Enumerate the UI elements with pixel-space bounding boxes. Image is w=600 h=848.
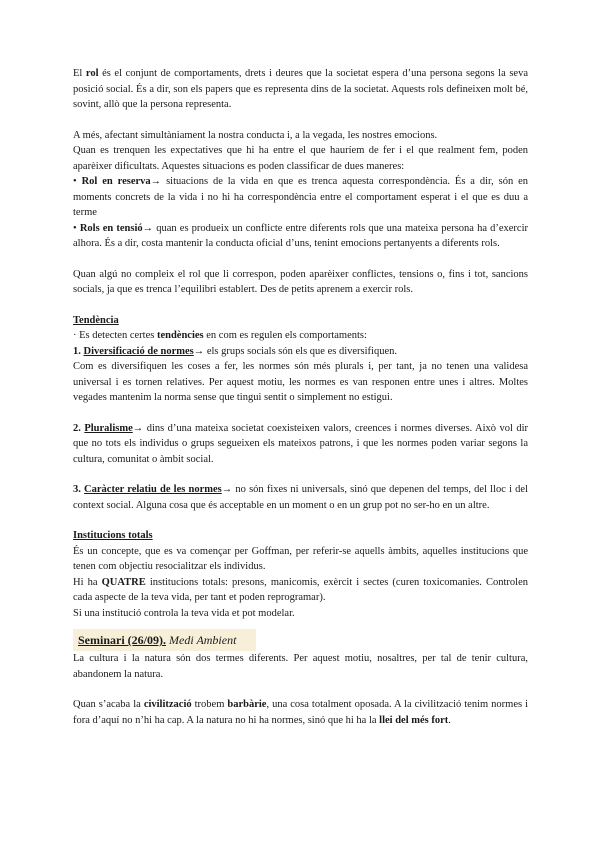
heading-tendencia: Tendència xyxy=(73,314,119,326)
heading-institucions-totals: Institucions totals xyxy=(73,530,153,541)
term-rol: rol xyxy=(85,68,99,79)
arrow-right-icon: → xyxy=(132,422,144,434)
list-item-rols-en-tensio: • Rols en tensió→ quan es produeix un conflicte entre diferents rols que una mateixa persona ha d’exercir alhora. És a dir, costa mantenir la conducta oficial d’uns, tenint emocions pertanyents a diferents rols. xyxy=(73,222,528,249)
seminar-date: Seminari (26/09). xyxy=(78,633,166,647)
tendencia-lead: · Es detecten certes tendències en com es regulen els comportaments: xyxy=(73,330,367,341)
seminar-heading xyxy=(73,629,256,651)
seminar-topic: Medi Ambient xyxy=(166,633,237,647)
institucions-definition: És un concepte, que es va començar per Goffman, per referir-se aquells àmbits, aquelles institucions que tenen com objectiu resocialitzar els individus. xyxy=(73,545,528,572)
bullet-icon: • xyxy=(73,176,77,187)
document-body xyxy=(73,66,528,728)
arrow-right-icon: → xyxy=(142,222,154,234)
paragraph-expectations: Quan es trenquen les expectatives que hi ha entre el que hauríem de fer i el que realment fem, poden aparèixer dificultats. Aquestes situacions es poden classificar de dues maneres: xyxy=(73,145,528,172)
paragraph-conflicts: Quan algú no compleix el rol que li correspon, poden aparèixer conflictes, tensions o, fins i tot, sancions socials, ja que es trenca l’equilibri establert. Des de petits aprenem a exercir rols. xyxy=(73,268,528,295)
tendencia-item-1: 1. Diversificació de normes→ els grups socials són els que es diversifiquen. xyxy=(73,345,397,357)
tendencia-item-1-body: Com es diversifiquen les coses a fer, les normes són més plurals i, per tant, ja no tenen una validesa universal i es tornen relatives. Per aquest motiu, les normes es van responen entre unes i altres. Moltes vegades mantenim la norma sense que tingui sentit o simplement no estigui. xyxy=(73,361,528,403)
arrow-right-icon: → xyxy=(221,484,233,495)
rol-definition: El rol és el conjunt de comportaments, drets i deures que la societat espera d’una persona segons la seva posició social. És a dir, son els papers que es representa dins de la societat. Aquests rols defineixen molt bé, sovint, allò que la persona representa. xyxy=(73,68,528,110)
arrow-right-icon: → xyxy=(193,345,205,357)
institucions-list: Hi ha QUATRE institucions totals: presons, manicomis, exèrcit i sectes (curen toxicomanies. Controlen cada aspecte de la teva vida, per tant et poden reprogramar). xyxy=(73,576,528,603)
paragraph-emotions: A més, afectant simultàniament la nostra conducta i, a la vegada, les nostres emocions. xyxy=(73,129,438,141)
arrow-right-icon: → xyxy=(150,176,162,187)
bullet-icon: • xyxy=(73,222,77,234)
tendencia-item-2: 2. Pluralisme→ dins d’una mateixa societat coexisteixen valors, creences i normes diverses. Això vol dir que no tots els individus o grups segueixen els mateixos patrons, i que les normes poden variar segons la cultura, comunitat o àmbit social. xyxy=(73,422,528,465)
tendencia-item-3: 3. Caràcter relatiu de les normes→ no són fixes ni universals, sinó que depenen del temps, del lloc i del context social. Alguna cosa que és acceptable en un moment o en un grup pot no ser-ho en un altre. xyxy=(73,484,528,511)
list-item-rol-en-reserva: • Rol en reserva→ situacions de la vida en que es trenca aquesta correspondència. És a dir, són en moments concrets de la vida i no hi ha correspondència entre el comportament esperat i el que es duu a terme xyxy=(73,176,529,218)
seminar-paragraph-culture: La cultura i la natura són dos termes diferents. Per aquest motiu, nosaltres, per tal de tenir cultura, abandonem la natura. xyxy=(73,653,528,680)
seminar-paragraph-civilization: Quan s’acaba la civilització trobem barbàrie, una cosa totalment oposada. A la civilització tenim normes i fora d’aquí no n’hi ha cap. A la natura no hi ha normes, sinó que hi ha la llei del més fort. xyxy=(73,699,528,726)
institucions-conclusion: Si una institució controla la teva vida et pot modelar. xyxy=(73,607,295,619)
